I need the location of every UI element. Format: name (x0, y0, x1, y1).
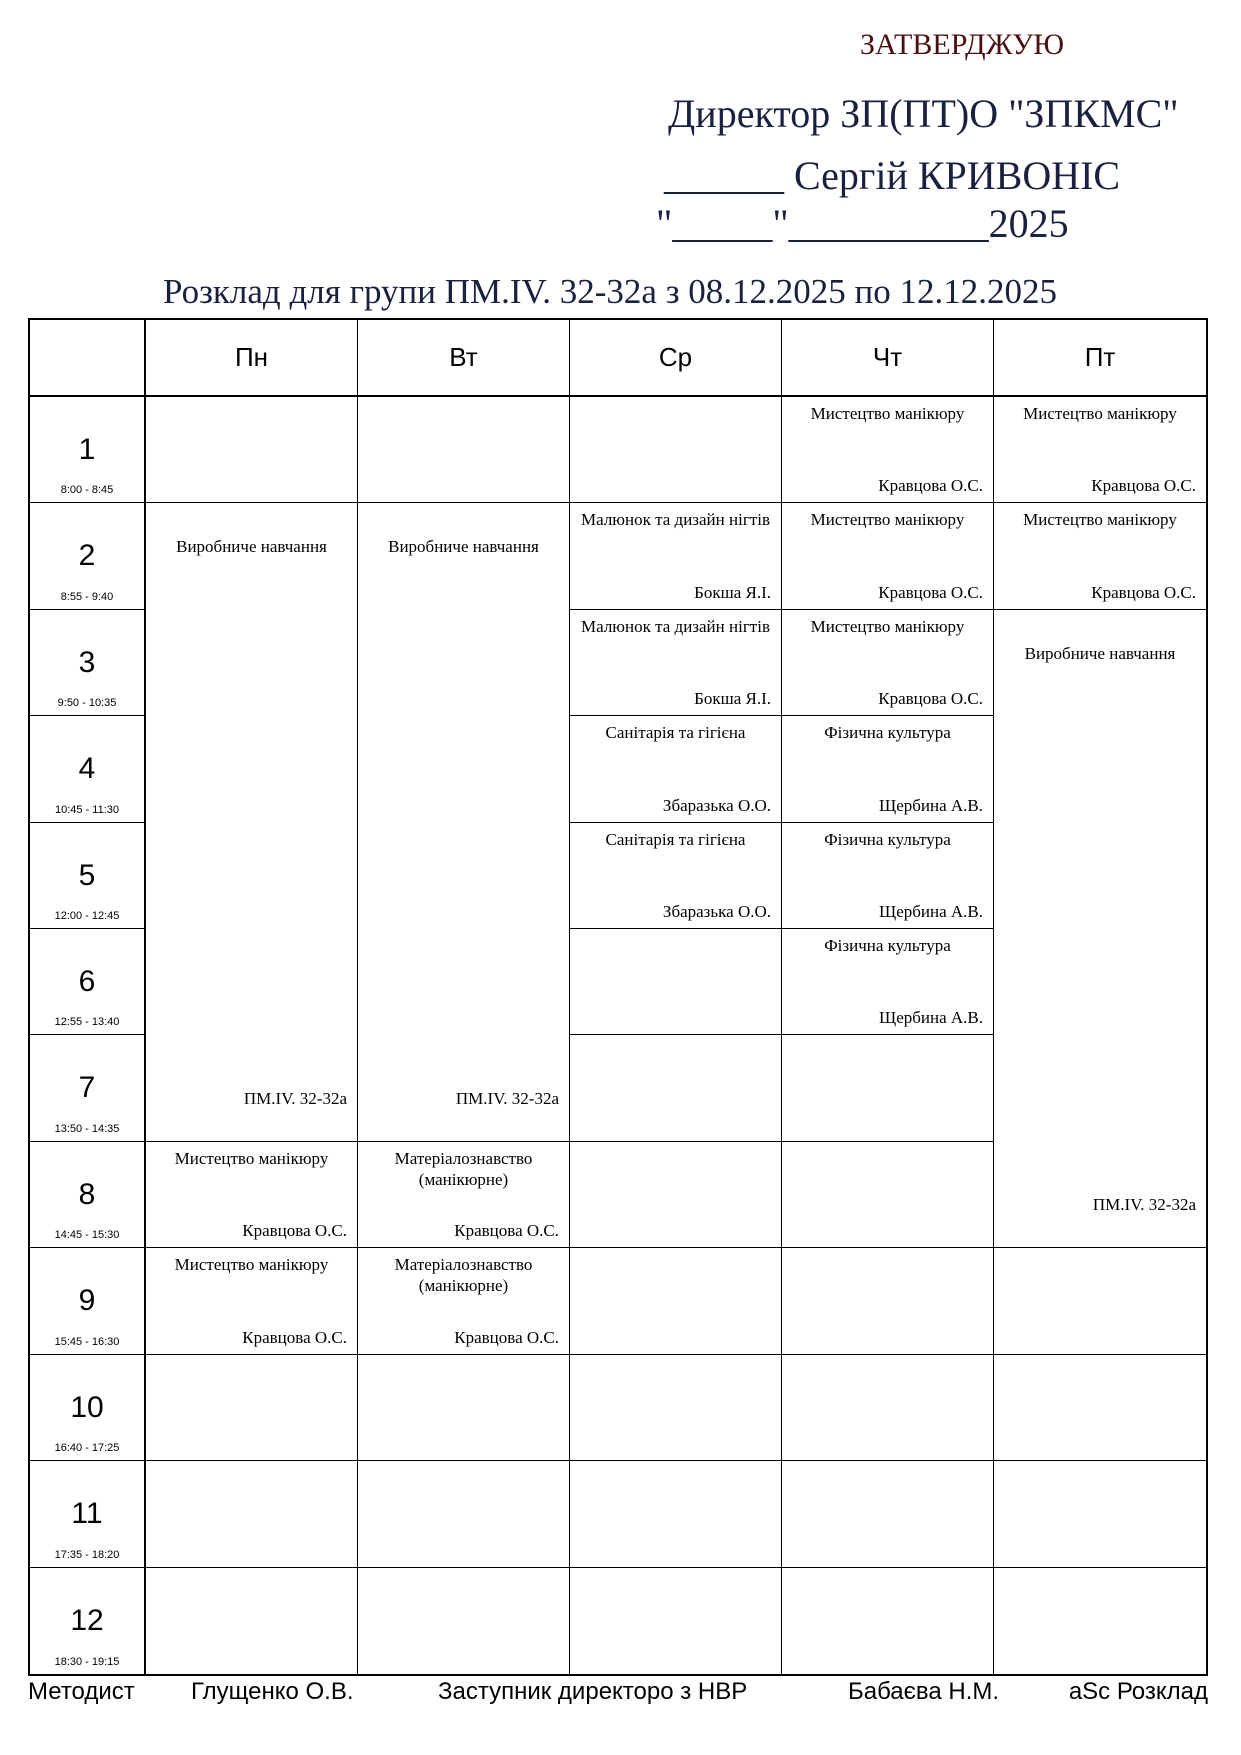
lesson-cell (782, 503, 994, 609)
lesson-subject: Мистецтво манікюру (174, 1148, 329, 1168)
lesson-cell (570, 823, 782, 929)
day-header: Вт (358, 320, 570, 397)
lesson-teacher: Кравцова О.С. (878, 476, 983, 496)
lesson-teacher: Щербина А.В. (879, 1008, 983, 1028)
approval-stamp: ЗАТВЕРДЖУЮ (860, 28, 1065, 61)
lesson-cell (358, 1142, 570, 1248)
empty-cell (994, 1248, 1206, 1354)
empty-cell (570, 1461, 782, 1567)
lesson-teacher: Збаразька О.О. (662, 795, 771, 815)
empty-cell (146, 1461, 358, 1567)
lesson-subject: Мистецтво манікюру (810, 510, 965, 530)
period-cell (30, 1142, 146, 1248)
lesson-cell (994, 503, 1206, 609)
lesson-cell (782, 610, 994, 716)
lesson-teacher: Кравцова О.С. (1091, 476, 1196, 496)
period-number: 2 (78, 539, 96, 573)
period-cell (30, 503, 146, 609)
lesson-teacher: Щербина А.В. (879, 795, 983, 815)
lesson-teacher: Кравцова О.С. (242, 1327, 347, 1347)
lesson-cell (146, 1142, 358, 1248)
footer (28, 1678, 1208, 1708)
period-number: 12 (70, 1603, 104, 1637)
period-cell (30, 1355, 146, 1461)
lesson-group: ПМ.IV. 32-32а (455, 1088, 559, 1108)
period-number: 4 (78, 752, 96, 786)
empty-cell (994, 1355, 1206, 1461)
empty-cell (570, 1142, 782, 1248)
software-credit: aSc Розклад (1068, 1678, 1208, 1705)
period-number: 6 (78, 965, 96, 999)
period-cell (30, 1248, 146, 1354)
period-time: 9:50 - 10:35 (57, 697, 117, 710)
lesson-subject: Виробниче навчання (1024, 643, 1176, 663)
day-header: Чт (782, 320, 994, 397)
empty-cell (782, 1461, 994, 1567)
day-header: Пн (146, 320, 358, 397)
deputy-name: Бабаєва Н.М. (848, 1678, 1000, 1705)
lesson-subject: Виробниче навчання (176, 537, 327, 557)
period-time: 10:45 - 11:30 (54, 803, 119, 816)
lesson-cell (146, 1248, 358, 1354)
empty-cell (570, 1248, 782, 1354)
empty-cell (570, 1568, 782, 1674)
period-number: 7 (78, 1071, 96, 1105)
lesson-subject: Фізична культура (824, 829, 951, 849)
lesson-cell (570, 503, 782, 609)
lesson-cell (570, 610, 782, 716)
director-signature-line: ______ Сергій КРИВОНІС (664, 153, 1121, 198)
empty-cell (358, 1355, 570, 1461)
period-time: 17:35 - 18:20 (54, 1548, 120, 1561)
practice-block (994, 610, 1206, 1249)
lesson-cell (358, 1248, 570, 1354)
lesson-subject: Малюнок та дизайн нігтів (581, 616, 770, 636)
lesson-cell (782, 716, 994, 822)
empty-cell (994, 1461, 1206, 1567)
lesson-subject: Мистецтво манікюру (174, 1255, 329, 1275)
corner-cell (30, 320, 146, 397)
lesson-subject: Мистецтво манікюру (810, 404, 965, 423)
period-cell (30, 397, 146, 503)
empty-cell (782, 1248, 994, 1354)
methodist-label: Методист (28, 1678, 135, 1705)
empty-cell (570, 929, 782, 1035)
lesson-teacher: Кравцова О.С. (1091, 582, 1196, 602)
period-cell (30, 823, 146, 929)
lesson-teacher: Кравцова О.С. (454, 1327, 559, 1347)
empty-cell (358, 397, 570, 503)
lesson-subject: Матеріалознавство (манікюрне) (394, 1148, 533, 1189)
lesson-subject: Мистецтво манікюру (1023, 510, 1177, 530)
empty-cell (358, 1568, 570, 1674)
period-time: 14:45 - 15:30 (54, 1229, 120, 1242)
lesson-cell (782, 397, 994, 503)
empty-cell (570, 1355, 782, 1461)
period-time: 16:40 - 17:25 (54, 1442, 120, 1455)
lesson-subject: Малюнок та дизайн нігтів (581, 510, 770, 530)
lesson-cell (994, 397, 1206, 503)
practice-block (146, 503, 358, 1142)
lesson-teacher: Бокша Я.І. (694, 582, 771, 602)
lesson-subject: Матеріалознавство (манікюрне) (394, 1255, 533, 1296)
approval-date-line: "_____"__________2025 (656, 201, 1069, 246)
page-title: Розклад для групи ПМ.IV. 32-32а з 08.12.2025 по 12.12.2025 (162, 272, 1058, 311)
period-time: 8:55 - 9:40 (60, 590, 114, 603)
period-number: 1 (78, 433, 96, 466)
empty-cell (146, 1568, 358, 1674)
period-cell (30, 929, 146, 1035)
schedule-table (28, 318, 1208, 1676)
lesson-subject: Мистецтво манікюру (1023, 404, 1177, 423)
lesson-teacher: Бокша Я.І. (694, 689, 771, 709)
period-cell (30, 716, 146, 822)
period-time: 8:00 - 8:45 (60, 484, 114, 497)
lesson-group: ПМ.IV. 32-32а (243, 1088, 347, 1108)
empty-cell (358, 1461, 570, 1567)
lesson-teacher: Кравцова О.С. (878, 689, 983, 709)
empty-cell (146, 1355, 358, 1461)
empty-cell (782, 1142, 994, 1248)
day-header: Пт (994, 320, 1206, 397)
empty-cell (782, 1035, 994, 1141)
lesson-subject: Фізична культура (824, 723, 951, 743)
period-cell (30, 1568, 146, 1674)
period-time: 13:50 - 14:35 (54, 1122, 120, 1135)
empty-cell (570, 397, 782, 503)
lesson-group: ПМ.IV. 32-32а (1092, 1195, 1196, 1215)
empty-cell (570, 1035, 782, 1141)
lesson-subject: Виробниче навчання (388, 537, 539, 557)
period-time: 18:30 - 19:15 (54, 1655, 120, 1668)
empty-cell (782, 1355, 994, 1461)
empty-cell (994, 1568, 1206, 1674)
lesson-cell (782, 929, 994, 1035)
period-number: 8 (78, 1177, 96, 1211)
period-number: 5 (78, 858, 96, 892)
lesson-subject: Мистецтво манікюру (810, 616, 965, 636)
period-time: 15:45 - 16:30 (54, 1335, 120, 1348)
practice-block (358, 503, 570, 1142)
empty-cell (146, 397, 358, 503)
director-title: Директор ЗП(ПТ)О "ЗПКМС" (668, 91, 1179, 136)
empty-cell (782, 1568, 994, 1674)
period-cell (30, 610, 146, 716)
lesson-subject: Санітарія та гігієна (605, 723, 746, 743)
period-cell (30, 1461, 146, 1567)
lesson-cell (782, 823, 994, 929)
deputy-label: Заступник директоро з НВР (438, 1678, 748, 1705)
period-number: 3 (78, 645, 96, 679)
period-cell (30, 1035, 146, 1141)
lesson-teacher: Збаразька О.О. (662, 902, 771, 922)
lesson-teacher: Кравцова О.С. (878, 582, 983, 602)
lesson-teacher: Кравцова О.С. (454, 1221, 559, 1241)
period-time: 12:00 - 12:45 (54, 910, 120, 923)
period-number: 9 (78, 1284, 96, 1318)
lesson-teacher: Кравцова О.С. (242, 1221, 347, 1241)
lesson-teacher: Щербина А.В. (879, 902, 983, 922)
lesson-subject: Фізична культура (824, 936, 951, 956)
lesson-cell (570, 716, 782, 822)
period-number: 11 (71, 1497, 103, 1531)
day-header: Ср (570, 320, 782, 397)
period-time: 12:55 - 13:40 (54, 1016, 120, 1029)
lesson-subject: Санітарія та гігієна (605, 829, 746, 849)
period-number: 10 (70, 1390, 104, 1424)
methodist-name: Глущенко О.В. (191, 1678, 354, 1705)
